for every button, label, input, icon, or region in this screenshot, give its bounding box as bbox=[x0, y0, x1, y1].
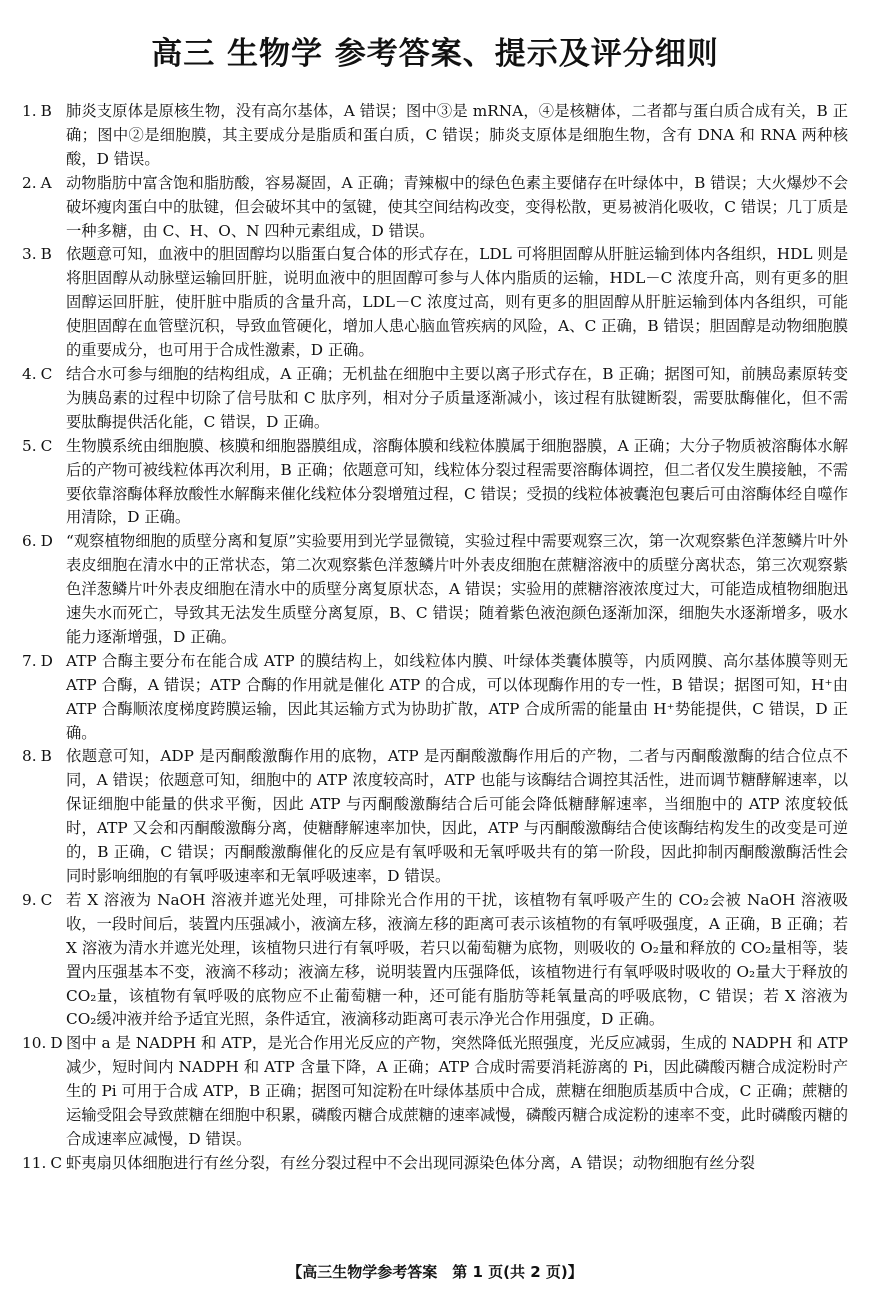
page-footer: 【高三生物学参考答案 第 1 页(共 2 页)】 bbox=[287, 1263, 583, 1281]
answer-option: B bbox=[40, 245, 52, 264]
answer-explanation: 虾夷扇贝体细胞进行有丝分裂，有丝分裂过程中不会出现同源染色体分离，A 错误；动物细胞有丝分裂 bbox=[66, 1153, 755, 1172]
answer-number bbox=[22, 363, 66, 387]
question-number: 9. bbox=[22, 890, 37, 909]
answer-item bbox=[22, 363, 848, 435]
answer-number bbox=[22, 100, 66, 124]
answer-number bbox=[22, 745, 66, 769]
answer-item bbox=[22, 435, 848, 531]
answer-item bbox=[22, 889, 848, 1032]
answer-number bbox=[22, 1032, 66, 1056]
answer-option: D bbox=[50, 1034, 63, 1053]
answer-item bbox=[22, 650, 848, 746]
answer-item bbox=[22, 172, 848, 244]
answer-option: D bbox=[40, 532, 53, 551]
answer-explanation: ATP 合酶主要分布在能合成 ATP 的膜结构上，如线粒体内膜、叶绿体类囊体膜等，内质网膜、高尔基体膜等则无 ATP 合酶，A 错误；ATP 合酶的作用就是催化 ATP 的合成，可以体现酶作用的专一性，B 错误；据图可知，H⁺由 ATP 合酶顺浓度梯度跨膜运输，因此其运输方式为协助扩散，ATP 合成所需的能量由 H⁺势能提供，C 错误，D 正确。 bbox=[66, 651, 848, 742]
answer-explanation: 若 X 溶液为 NaOH 溶液并遮光处理，可排除光合作用的干扰，该植物有氧呼吸产生的 CO₂会被 NaOH 溶液吸收，一段时间后，装置内压强减小，液滴左移，液滴左移的距离可表示该植物的有氧呼吸强度，A 正确，B 正确；若 X 溶液为清水并遮光处理，该植物只进行有氧呼吸，若只以葡萄糖为底物，则吸收的 O₂量和释放的 CO₂量相等，装置内压强基本不变，液滴不移动；液滴左移，说明装置内压强降低，该植物进行有氧呼吸时吸收的 O₂量大于释放的 CO₂量，该植物有氧呼吸的底物应不止葡萄糖一种，还可能有脂肪等耗氧量高的呼吸底物，C 错误；若 X 溶液为 CO₂缓冲液并给予适宜光照，条件适宜，液滴移动距离可表示净光合作用强度，D 正确。 bbox=[66, 890, 848, 1029]
answer-option: B bbox=[40, 747, 52, 766]
answer-item bbox=[22, 1032, 848, 1152]
answer-item bbox=[22, 1152, 848, 1176]
answer-item bbox=[22, 100, 848, 172]
page-title: 高三 生物学 参考答案、提示及评分细则 bbox=[151, 36, 719, 72]
question-number: 7. bbox=[22, 651, 37, 670]
answer-explanation: 生物膜系统由细胞膜、核膜和细胞器膜组成，溶酶体膜和线粒体膜属于细胞器膜，A 正确；大分子物质被溶酶体水解后的产物可被线粒体再次利用，B 正确；依题意可知，线粒体分裂过程需要溶酶体调控，但二者仅发生膜接触，不需要依靠溶酶体释放酸性水解酶来催化线粒体分裂增殖过程，C 错误；受损的线粒体被囊泡包裹后可由溶酶体经自噬作用清除，D 正确。 bbox=[66, 436, 848, 527]
answer-number bbox=[22, 172, 66, 196]
question-number: 8. bbox=[22, 747, 37, 766]
answer-explanation: 动物脂肪中富含饱和脂肪酸，容易凝固，A 正确；青辣椒中的绿色色素主要储存在叶绿体中，B 错误；大火爆炒不会破坏瘦肉蛋白中的肽键，但会破坏其中的氢键，使其空间结构改变，变得松散，更易被消化吸收，C 错误；几丁质是一种多糖，由 C、H、O、N 四种元素组成，D 错误。 bbox=[66, 173, 848, 240]
question-number: 6. bbox=[22, 532, 37, 551]
question-number: 11. bbox=[22, 1153, 47, 1172]
question-number: 1. bbox=[22, 102, 37, 120]
answer-option: C bbox=[40, 890, 53, 909]
answer-option: C bbox=[40, 364, 53, 383]
answer-explanation: 依题意可知，ADP 是丙酮酸激酶作用的底物，ATP 是丙酮酸激酶作用后的产物，二者与丙酮酸激酶的结合位点不同，A 错误；依题意可知，细胞中的 ATP 浓度较高时，ATP 也能与该酶结合调控其活性，进而调节糖酵解速率，以保证细胞中能量的供求平衡，因此 ATP 与丙酮酸激酶结合后可能会降低糖酵解速率，当细胞中的 ATP 浓度较低时，ATP 又会和丙酮酸激酶分离，使糖酵解速率加快，因此，ATP 与丙酮酸激酶结合使该酶结构发生的改变是可逆的，B 正确，C 错误；丙酮酸激酶催化的反应是有氧呼吸和无氧呼吸共有的第一阶段，因此抑制丙酮酸激酶活性会同时影响细胞的有氧呼吸速率和无氧呼吸速率，D 错误。 bbox=[66, 747, 848, 885]
answer-explanation: 图中 a 是 NADPH 和 ATP，是光合作用光反应的产物，突然降低光照强度，光反应减弱，生成的 NADPH 和 ATP 减少，短时间内 NADPH 和 ATP 含量下降，A 正确；ATP 合成时需要消耗游离的 Pi，因此磷酸丙糖合成淀粉时产生的 Pi 可用于合成 ATP，B 正确；据图可知淀粉在叶绿体基质中合成，蔗糖在细胞质基质中合成，C 正确；蔗糖的运输受阻会导致蔗糖在细胞中积累，磷酸丙糖合成蔗糖的速率减慢，磷酸丙糖合成淀粉的速率不变，此时磷酸丙糖的合成速率应减慢，D 错误。 bbox=[66, 1034, 848, 1148]
answer-option: C bbox=[40, 436, 53, 455]
answer-item bbox=[22, 745, 848, 888]
answer-number bbox=[22, 889, 66, 913]
answer-explanation: 结合水可参与细胞的结构组成，A 正确；无机盐在细胞中主要以离子形式存在，B 正确；据图可知，前胰岛素原转变为胰岛素的过程中切除了信号肽和 C 肽序列，相对分子质量逐渐减小，该过程有肽键断裂，需要肽酶催化，但不需要肽酶提供活化能，C 错误，D 正确。 bbox=[66, 364, 848, 431]
answer-option: C bbox=[50, 1153, 63, 1172]
question-number: 2. bbox=[22, 173, 37, 192]
answer-number bbox=[22, 1152, 66, 1176]
question-number: 10. bbox=[22, 1034, 47, 1053]
answer-option: D bbox=[40, 651, 53, 670]
answer-option: A bbox=[40, 173, 52, 192]
answer-number bbox=[22, 435, 66, 459]
answer-number bbox=[22, 650, 66, 674]
answer-list bbox=[22, 100, 848, 1176]
answer-item bbox=[22, 530, 848, 650]
answer-explanation: “观察植物细胞的质壁分离和复原”实验要用到光学显微镜，实验过程中需要观察三次，第一次观察紫色洋葱鳞片叶外表皮细胞在清水中的正常状态，第二次观察紫色洋葱鳞片叶外表皮细胞在蔗糖溶液中的质壁分离状态，第三次观察紫色洋葱鳞片叶外表皮细胞在清水中的质壁分离复原状态，A 错误；实验用的蔗糖溶液浓度过大，可能造成植物细胞迅速失水而死亡，导致其无法发生质壁分离复原，B、C 错误；随着紫色液泡颜色逐渐加深，细胞失水逐渐增多，吸水能力逐渐增强，D 正确。 bbox=[66, 532, 848, 646]
answer-explanation: 肺炎支原体是原核生物，没有高尔基体，A 错误；图中③是 mRNA，④是核糖体，二者都与蛋白质合成有关，B 正确；图中②是细胞膜，其主要成分是脂质和蛋白质，C 错误；肺炎支原体是细胞生物，含有 DNA 和 RNA 两种核酸，D 错误。 bbox=[66, 102, 848, 168]
question-number: 5. bbox=[22, 436, 37, 455]
answer-number bbox=[22, 530, 66, 554]
answer-option: B bbox=[40, 102, 52, 120]
question-number: 3. bbox=[22, 245, 37, 264]
answer-item bbox=[22, 243, 848, 363]
question-number: 4. bbox=[22, 364, 37, 383]
answer-number bbox=[22, 243, 66, 267]
answer-explanation: 依题意可知，血液中的胆固醇均以脂蛋白复合体的形式存在，LDL 可将胆固醇从肝脏运输到体内各组织，HDL 则是将胆固醇从动脉壁运输回肝脏，说明血液中的胆固醇可参与人体内脂质的运输，HDL－C 浓度升高，则有更多的胆固醇运回肝脏，使肝脏中脂质的含量升高，LDL－C 浓度过高，则有更多的胆固醇从肝脏运输到体内各组织，可能使胆固醇在血管壁沉积，导致血管硬化，增加人患心脑血管疾病的风险，A、C 正确，B 错误；胆固醇是动物细胞膜的重要成分，也可用于合成性激素，D 正确。 bbox=[66, 245, 848, 360]
